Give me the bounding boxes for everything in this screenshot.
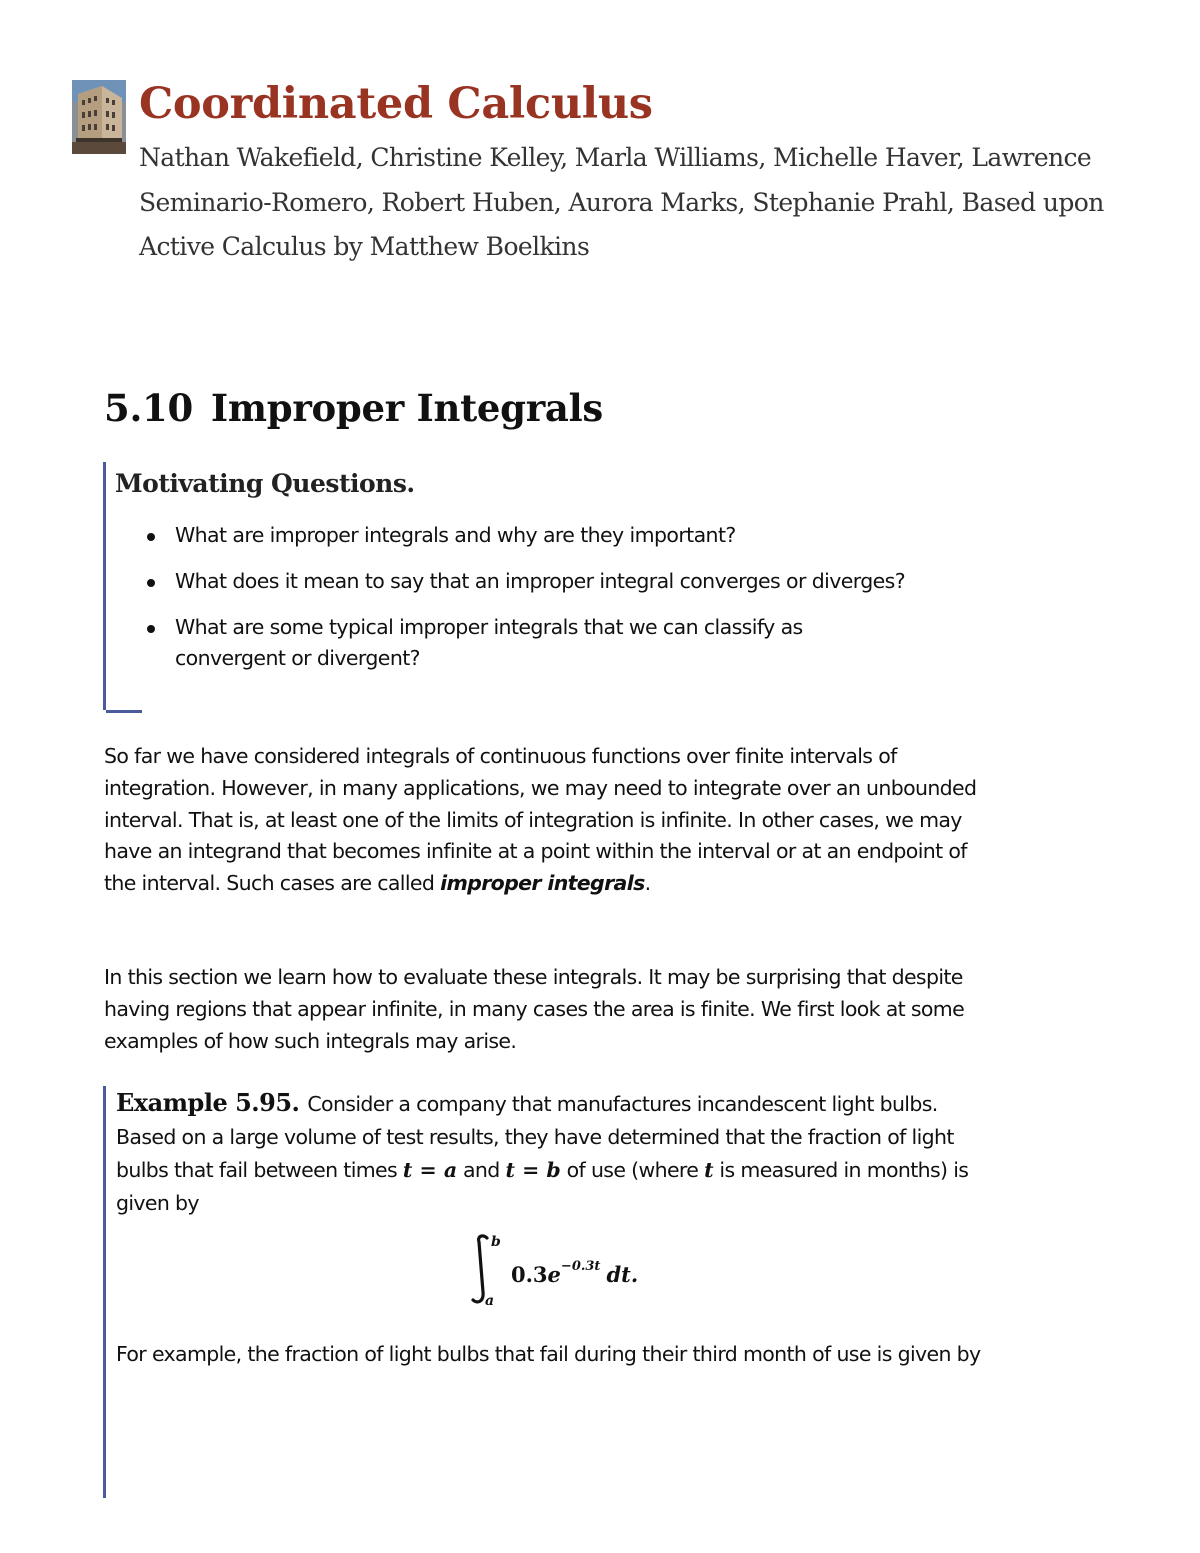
example-text-b: and xyxy=(457,1158,506,1182)
example-statement xyxy=(116,1086,986,1220)
motivating-questions-heading: Motivating Questions. xyxy=(115,469,415,498)
section-title-text: Improper Integrals xyxy=(210,386,603,430)
list-item xyxy=(106,612,906,674)
bullet-icon xyxy=(147,533,155,541)
list-item xyxy=(106,520,906,551)
integrand-coefficient: 0.3 xyxy=(511,1262,548,1287)
equation-t-b: t = b xyxy=(505,1158,561,1182)
integrand-base: e xyxy=(547,1262,561,1287)
list-item xyxy=(106,566,906,597)
integral-differential: dt. xyxy=(606,1262,639,1287)
list-item-text: What does it mean to say that an improper integral converges or diverges? xyxy=(175,569,906,593)
intro-text: So far we have considered integrals of continuous functions over finite intervals of integration. However, in many applications, we may need to integrate over an unbounded interval. That is, at least one of the limits of integration is infinite. In other cases, we may have an integrand that becomes infinite at a point within the interval or at an endpoint of the interval. Such cases are called xyxy=(104,744,977,896)
variable-t: t xyxy=(704,1158,714,1182)
intro-paragraph-2: In this section we learn how to evaluate these integrals. It may be surprising that despite having regions that appear infinite, in many cases the area is finite. We first look at some examples of how such integrals may arise. xyxy=(104,965,965,1053)
bullet-icon xyxy=(147,579,155,587)
section-number: 5.10 xyxy=(104,386,193,430)
book-authors: Nathan Wakefield, Christine Kelley, Marla Williams, Michelle Haver, Lawrence Seminario-Romero, Robert Huben, Aurora Marks, Stephanie Prahl, Based upon Active Calculus by Matthew Boelkins xyxy=(139,143,1104,261)
list-item-text: What are some typical improper integrals that we can classify as convergent or divergent? xyxy=(175,615,803,670)
building-image-icon xyxy=(72,80,126,154)
integral-formula xyxy=(471,1232,691,1308)
example-text-a: Consider a company that manufactures incandescent light bulbs. Based on a large volume of test results, they have determined that the fraction of light bulbs that fail between times xyxy=(116,1092,954,1182)
example-continuation: For example, the fraction of light bulbs that fail during their third month of use is given by xyxy=(116,1342,981,1366)
intro-paragraph-1 xyxy=(104,741,994,900)
integrand-exponent: −0.3t xyxy=(560,1259,601,1274)
integrand xyxy=(511,1259,638,1287)
book-logo[interactable] xyxy=(72,80,126,154)
book-title[interactable]: Coordinated Calculus xyxy=(139,79,653,129)
motivating-questions-list xyxy=(106,520,906,689)
integral-lower-limit: a xyxy=(485,1293,495,1308)
improper-integrals-term: improper integrals xyxy=(440,871,645,896)
list-item-text: What are improper integrals and why are they important? xyxy=(175,523,736,547)
equation-t-a: t = a xyxy=(402,1158,458,1182)
example-box xyxy=(103,1086,1006,1498)
example-text-c: of use (where xyxy=(560,1158,705,1182)
example-text-d: is measured in months) is given by xyxy=(116,1158,969,1215)
intro-period: . xyxy=(644,871,651,896)
example-label[interactable]: Example 5.95. xyxy=(116,1088,300,1117)
section-title xyxy=(104,384,603,432)
bullet-icon xyxy=(147,625,155,633)
motivating-questions-box xyxy=(103,462,926,710)
integral-upper-limit: b xyxy=(491,1234,501,1250)
